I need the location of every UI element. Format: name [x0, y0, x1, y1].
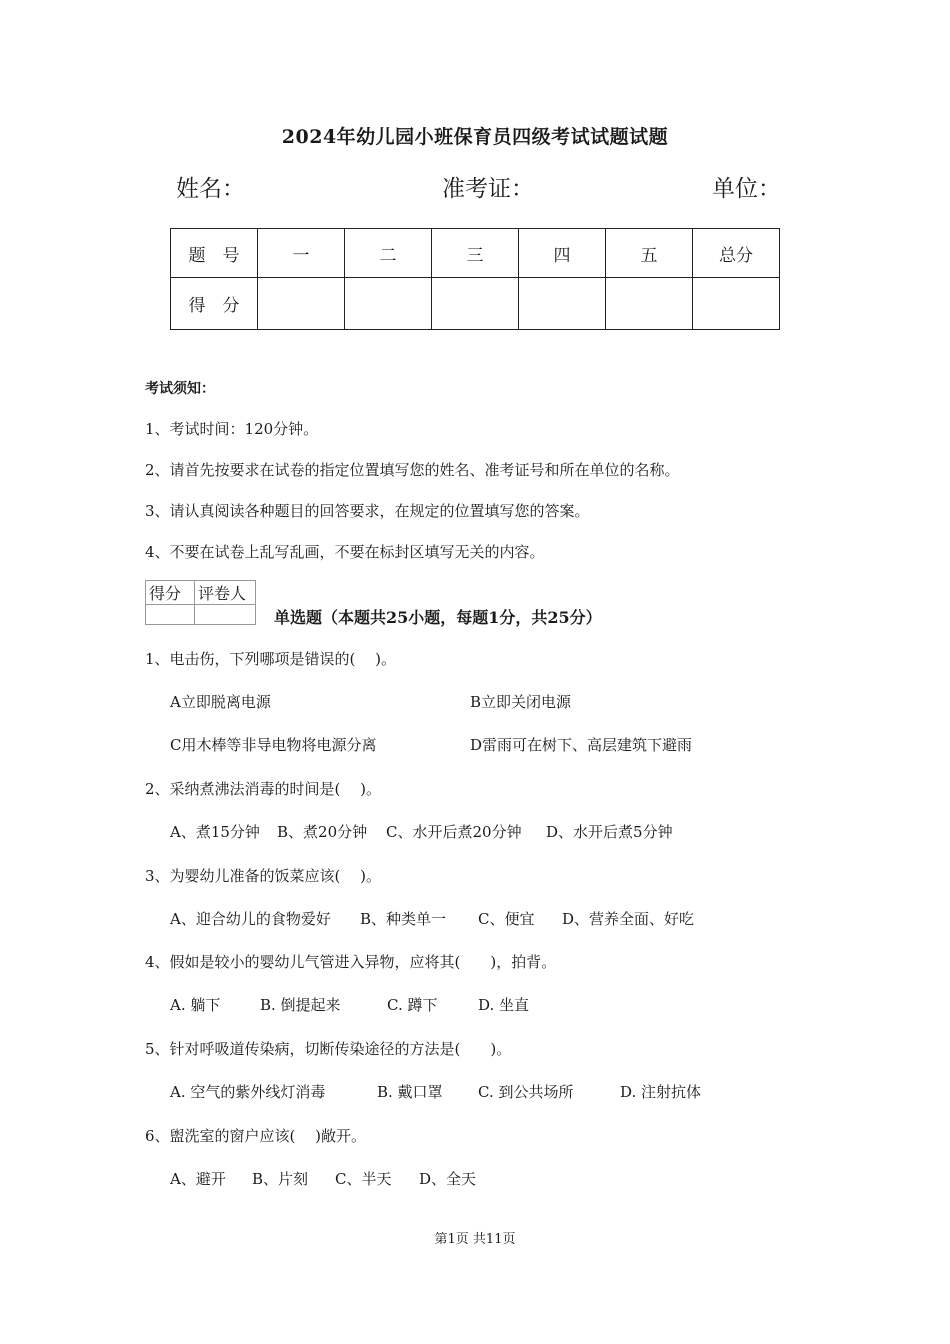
grader-score-label: 得分	[146, 581, 195, 605]
notice-heading: 考试须知：	[145, 381, 215, 397]
question-stem: 5、针对呼吸道传染病，切断传染途径的方法是( )。	[145, 1040, 512, 1058]
question-option: D雷雨可在树下、高层建筑下避雨	[470, 736, 693, 754]
question-option: A、煮15分钟	[170, 823, 260, 841]
score-row-label: 得 分	[171, 278, 258, 330]
exam-id-label: 准考证：	[442, 176, 534, 202]
question-option: C、半天	[335, 1170, 392, 1188]
question-option: B立即关闭电源	[470, 693, 572, 711]
score-table-header-cell: 总分	[693, 229, 780, 278]
unit-label: 单位：	[712, 176, 781, 202]
question-stem: 4、假如是较小的婴幼儿气管进入异物，应将其( )，拍背。	[145, 953, 557, 971]
question-option: A. 空气的紫外线灯消毒	[170, 1083, 326, 1101]
question-option: C用木棒等非导电物将电源分离	[170, 736, 377, 754]
notice-item: 4、不要在试卷上乱写乱画，不要在标封区填写无关的内容。	[145, 543, 545, 561]
score-table	[170, 228, 780, 330]
score-table-header-row	[171, 229, 780, 278]
grader-name-label: 评卷人	[195, 581, 256, 605]
question-option: A、迎合幼儿的食物爱好	[170, 910, 331, 928]
question-option: D、水开后煮5分钟	[546, 823, 673, 841]
score-cell[interactable]	[432, 278, 519, 330]
question-option: B、煮20分钟	[277, 823, 368, 841]
notice-item: 1、考试时间：120分钟。	[145, 420, 319, 438]
score-table-header-cell: 三	[432, 229, 519, 278]
section-title: 单选题（本题共25小题，每题1分，共25分）	[274, 608, 602, 627]
question-option: A. 躺下	[170, 996, 221, 1014]
question-option: D. 坐直	[478, 996, 530, 1014]
score-cell[interactable]	[519, 278, 606, 330]
question-option: A立即脱离电源	[170, 693, 271, 711]
question-option: B. 倒提起来	[260, 996, 341, 1014]
question-stem: 3、为婴幼儿准备的饭菜应该( )。	[145, 867, 382, 885]
score-table-header-cell: 题 号	[171, 229, 258, 278]
question-option: A、避开	[170, 1170, 226, 1188]
score-table-header-cell: 二	[345, 229, 432, 278]
question-option: C、便宜	[478, 910, 535, 928]
score-cell[interactable]	[345, 278, 432, 330]
page-title: 2024年幼儿园小班保育员四级考试试题试题	[281, 126, 669, 148]
notice-item: 2、请首先按要求在试卷的指定位置填写您的姓名、准考证号和所在单位的名称。	[145, 461, 680, 479]
score-cell[interactable]	[606, 278, 693, 330]
score-table-header-cell: 一	[258, 229, 345, 278]
question-option: C. 蹲下	[387, 996, 438, 1014]
question-option: D、营养全面、好吃	[562, 910, 695, 928]
question-option: D. 注射抗体	[620, 1083, 702, 1101]
question-option: C. 到公共场所	[478, 1083, 574, 1101]
name-label: 姓名：	[176, 176, 245, 202]
grader-box	[145, 580, 256, 625]
question-option: B、种类单一	[360, 910, 447, 928]
notice-item: 3、请认真阅读各种题目的回答要求，在规定的位置填写您的答案。	[145, 502, 590, 520]
question-stem: 6、盥洗室的窗户应该( )敞开。	[145, 1127, 367, 1145]
question-option: B. 戴口罩	[377, 1083, 443, 1101]
question-stem: 2、采纳煮沸法消毒的时间是( )。	[145, 780, 382, 798]
question-stem: 1、电击伤，下列哪项是错误的( )。	[145, 650, 397, 668]
question-option: D、全天	[419, 1170, 477, 1188]
page-footer: 第1页 共11页	[434, 1232, 516, 1247]
score-table-header-cell: 四	[519, 229, 606, 278]
question-option: B、片刻	[252, 1170, 309, 1188]
score-cell[interactable]	[258, 278, 345, 330]
grader-name-cell[interactable]	[195, 605, 256, 625]
question-option: C、水开后煮20分钟	[386, 823, 522, 841]
score-cell[interactable]	[693, 278, 780, 330]
score-table-score-row	[171, 278, 780, 330]
grader-score-cell[interactable]	[146, 605, 195, 625]
score-table-header-cell: 五	[606, 229, 693, 278]
